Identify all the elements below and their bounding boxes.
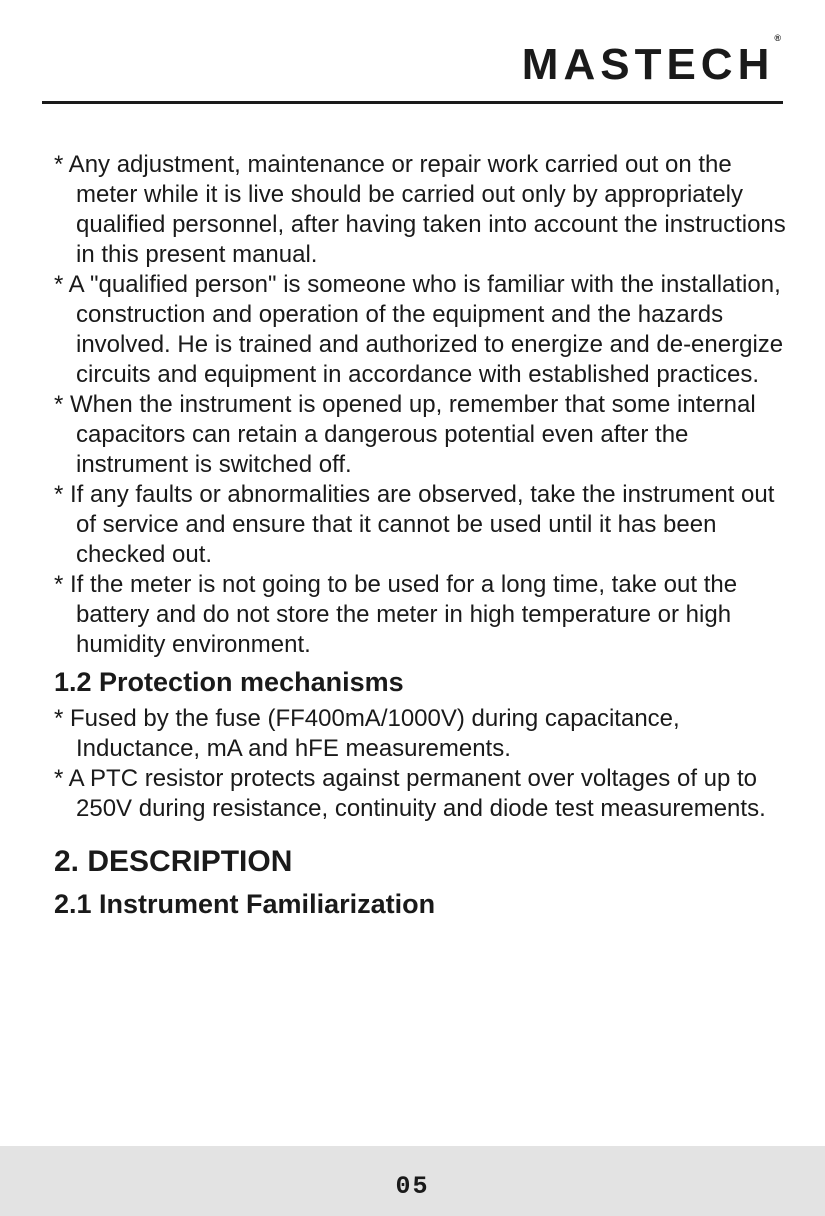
safety-bullet-2: * A "qualified person" is someone who is familiar with the installation, construction and operation of the equipment and the hazards involved. He is trained and authorized to energize and de-energize circuits and equipment in accordance with established practices. — [54, 271, 784, 388]
page-number: 05 — [395, 1172, 430, 1201]
protection-heading: 1.2 Protection mechanisms — [54, 667, 404, 697]
registered-mark: ® — [774, 33, 781, 44]
safety-bullet-1: * Any adjustment, maintenance or repair work carried out on the meter while it is live should be carried out only by appropriately qualified personnel, after having taken into account the instructions in this present manual. — [54, 151, 786, 268]
safety-bullet-4: * If any faults or abnormalities are observed, take the instrument out of service and ensure that it cannot be used until it has been checked out. — [54, 481, 775, 568]
header-divider — [42, 101, 783, 104]
safety-bullet-5: * If the meter is not going to be used for a long time, take out the battery and do not store the meter in high temperature or high humidity environment. — [54, 571, 738, 658]
brand-name: MASTECH — [521, 40, 775, 89]
familiarization-heading: 2.1 Instrument Familiarization — [54, 889, 436, 919]
brand-logo — [521, 33, 781, 90]
page-content — [54, 150, 794, 920]
description-heading: 2. DESCRIPTION — [54, 845, 293, 878]
protection-bullet-2: * A PTC resistor protects against permanent over voltages of up to 250V during resistance, continuity and diode test measurements. — [54, 765, 766, 822]
protection-bullet-1: * Fused by the fuse (FF400mA/1000V) during capacitance, Inductance, mA and hFE measurements. — [54, 705, 680, 762]
safety-bullet-3: * When the instrument is opened up, remember that some internal capacitors can retain a dangerous potential even after the instrument is switched off. — [54, 391, 756, 478]
